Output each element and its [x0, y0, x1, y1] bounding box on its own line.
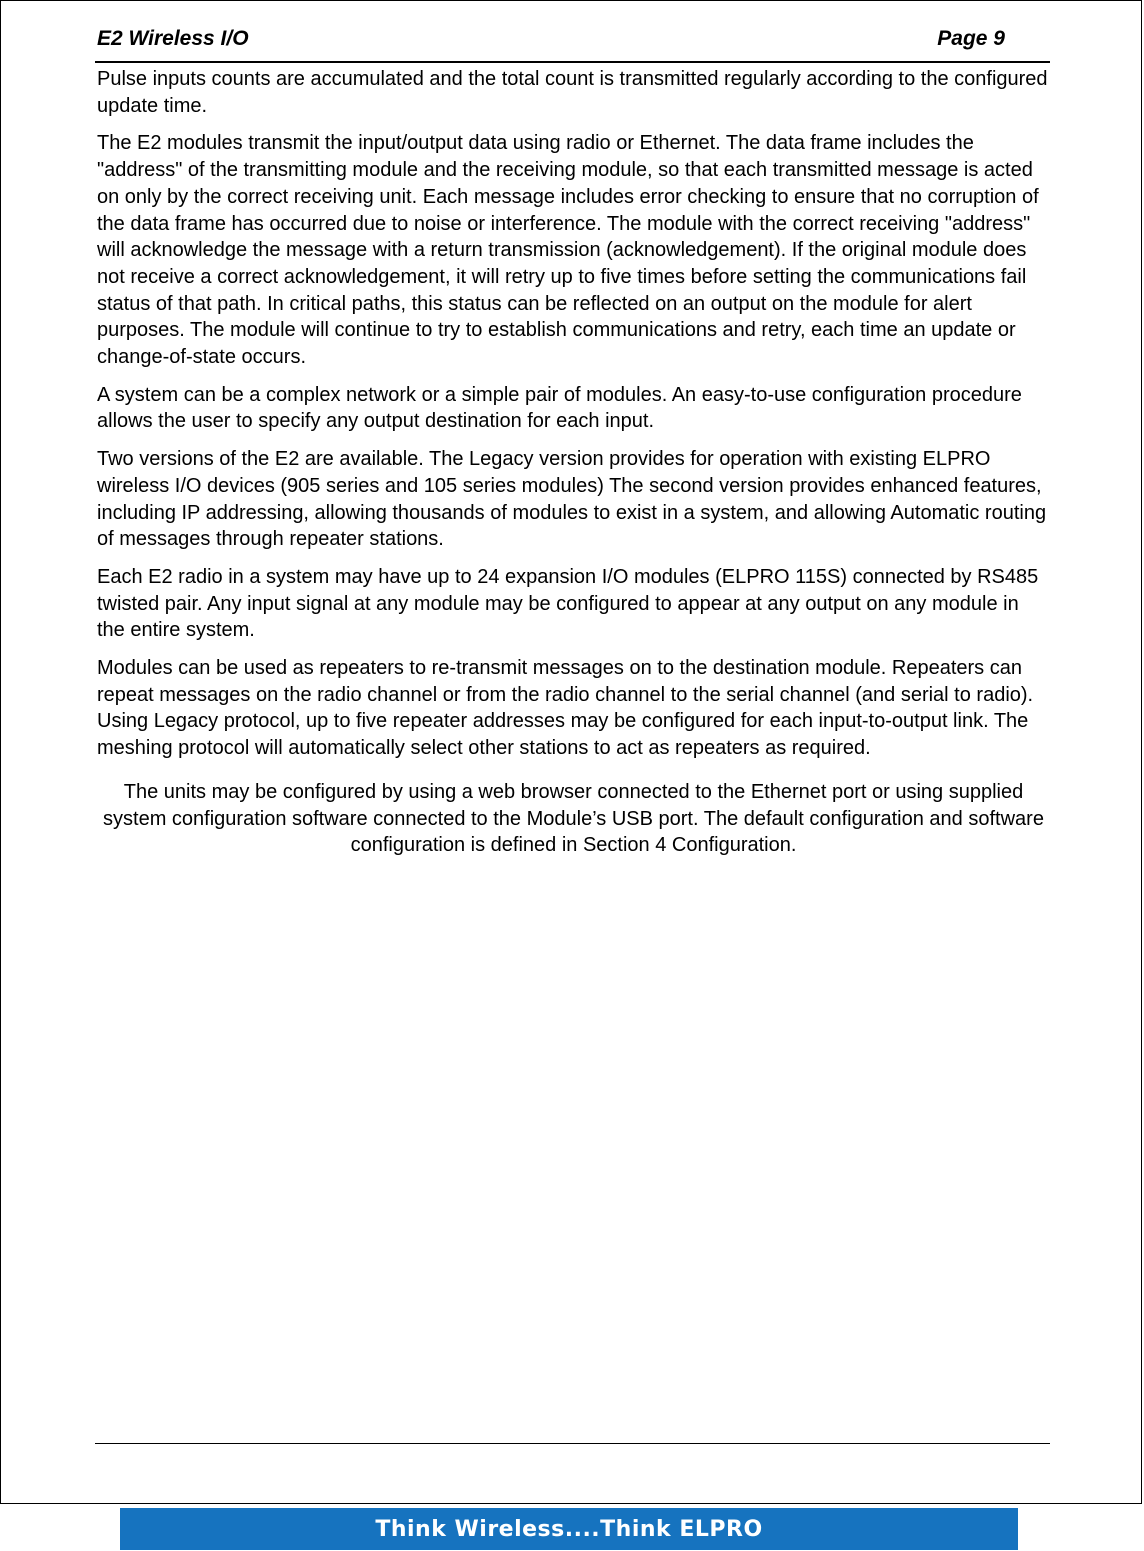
footer-divider	[95, 1443, 1050, 1444]
paragraph-data-transmission: The E2 modules transmit the input/output data using radio or Ethernet. The data frame includes the "address" of the transmitting module and the receiving module, so that each transmitted message is acted on only by the correct receiving unit. Each message includes error checking to ensure that no corruption of the data frame has occurred due to noise or interference. The module with the correct receiving "address" will acknowledge the message with a return transmission (acknowledgement). If the original module does not receive a correct acknowledgement, it will retry up to five times before setting the communications fail status of that path. In critical paths, this status can be reflected on an output on the module for alert purposes. The module will continue to try to establish communications and retry, each time an update or change-of-state occurs.	[97, 132, 1039, 369]
footer-banner	[120, 1508, 1018, 1550]
paragraph-pulse-inputs: Pulse inputs counts are accumulated and the total count is transmitted regularly according to the configured update time.	[97, 68, 1048, 117]
paragraph-configuration: The units may be configured by using a web browser connected to the Ethernet port or using supplied system configuration software connected to the Module’s USB port. The default configuration and software configuration is defined in Section 4 Configuration.	[103, 780, 1044, 857]
page-header	[97, 27, 1005, 55]
paragraph-repeaters: Modules can be used as repeaters to re-transmit messages on to the destination module. Repeaters can repeat messages on the radio channel or from the radio channel to the serial channel (and serial to radio). Using Legacy protocol, up to five repeater addresses may be configured for each input-to-output link. The meshing protocol will automatically select other stations to act as repeaters as required.	[97, 657, 1034, 760]
paragraph-expansion-modules: Each E2 radio in a system may have up to 24 expansion I/O modules (ELPRO 115S) connected by RS485 twisted pair. Any input signal at any module may be configured to appear at any output on any module in the entire system.	[97, 565, 1039, 642]
body-text	[97, 66, 1052, 870]
page-number: Page 9	[937, 27, 1005, 50]
banner-slogan: Think Wireless....Think ELPRO	[375, 1516, 763, 1542]
paragraph-versions: Two versions of the E2 are available. The Legacy version provides for operation with existing ELPRO wireless I/O devices (905 series and 105 series modules) The second version provides enhanced features, including IP addressing, allowing thousands of modules to exist in a system, and allowing Automatic routing of messages through repeater stations.	[97, 448, 1047, 551]
document-title: E2 Wireless I/O	[97, 27, 249, 50]
header-divider	[95, 61, 1050, 63]
paragraph-system-network: A system can be a complex network or a simple pair of modules. An easy-to-use configuration procedure allows the user to specify any output destination for each input.	[97, 383, 1022, 433]
